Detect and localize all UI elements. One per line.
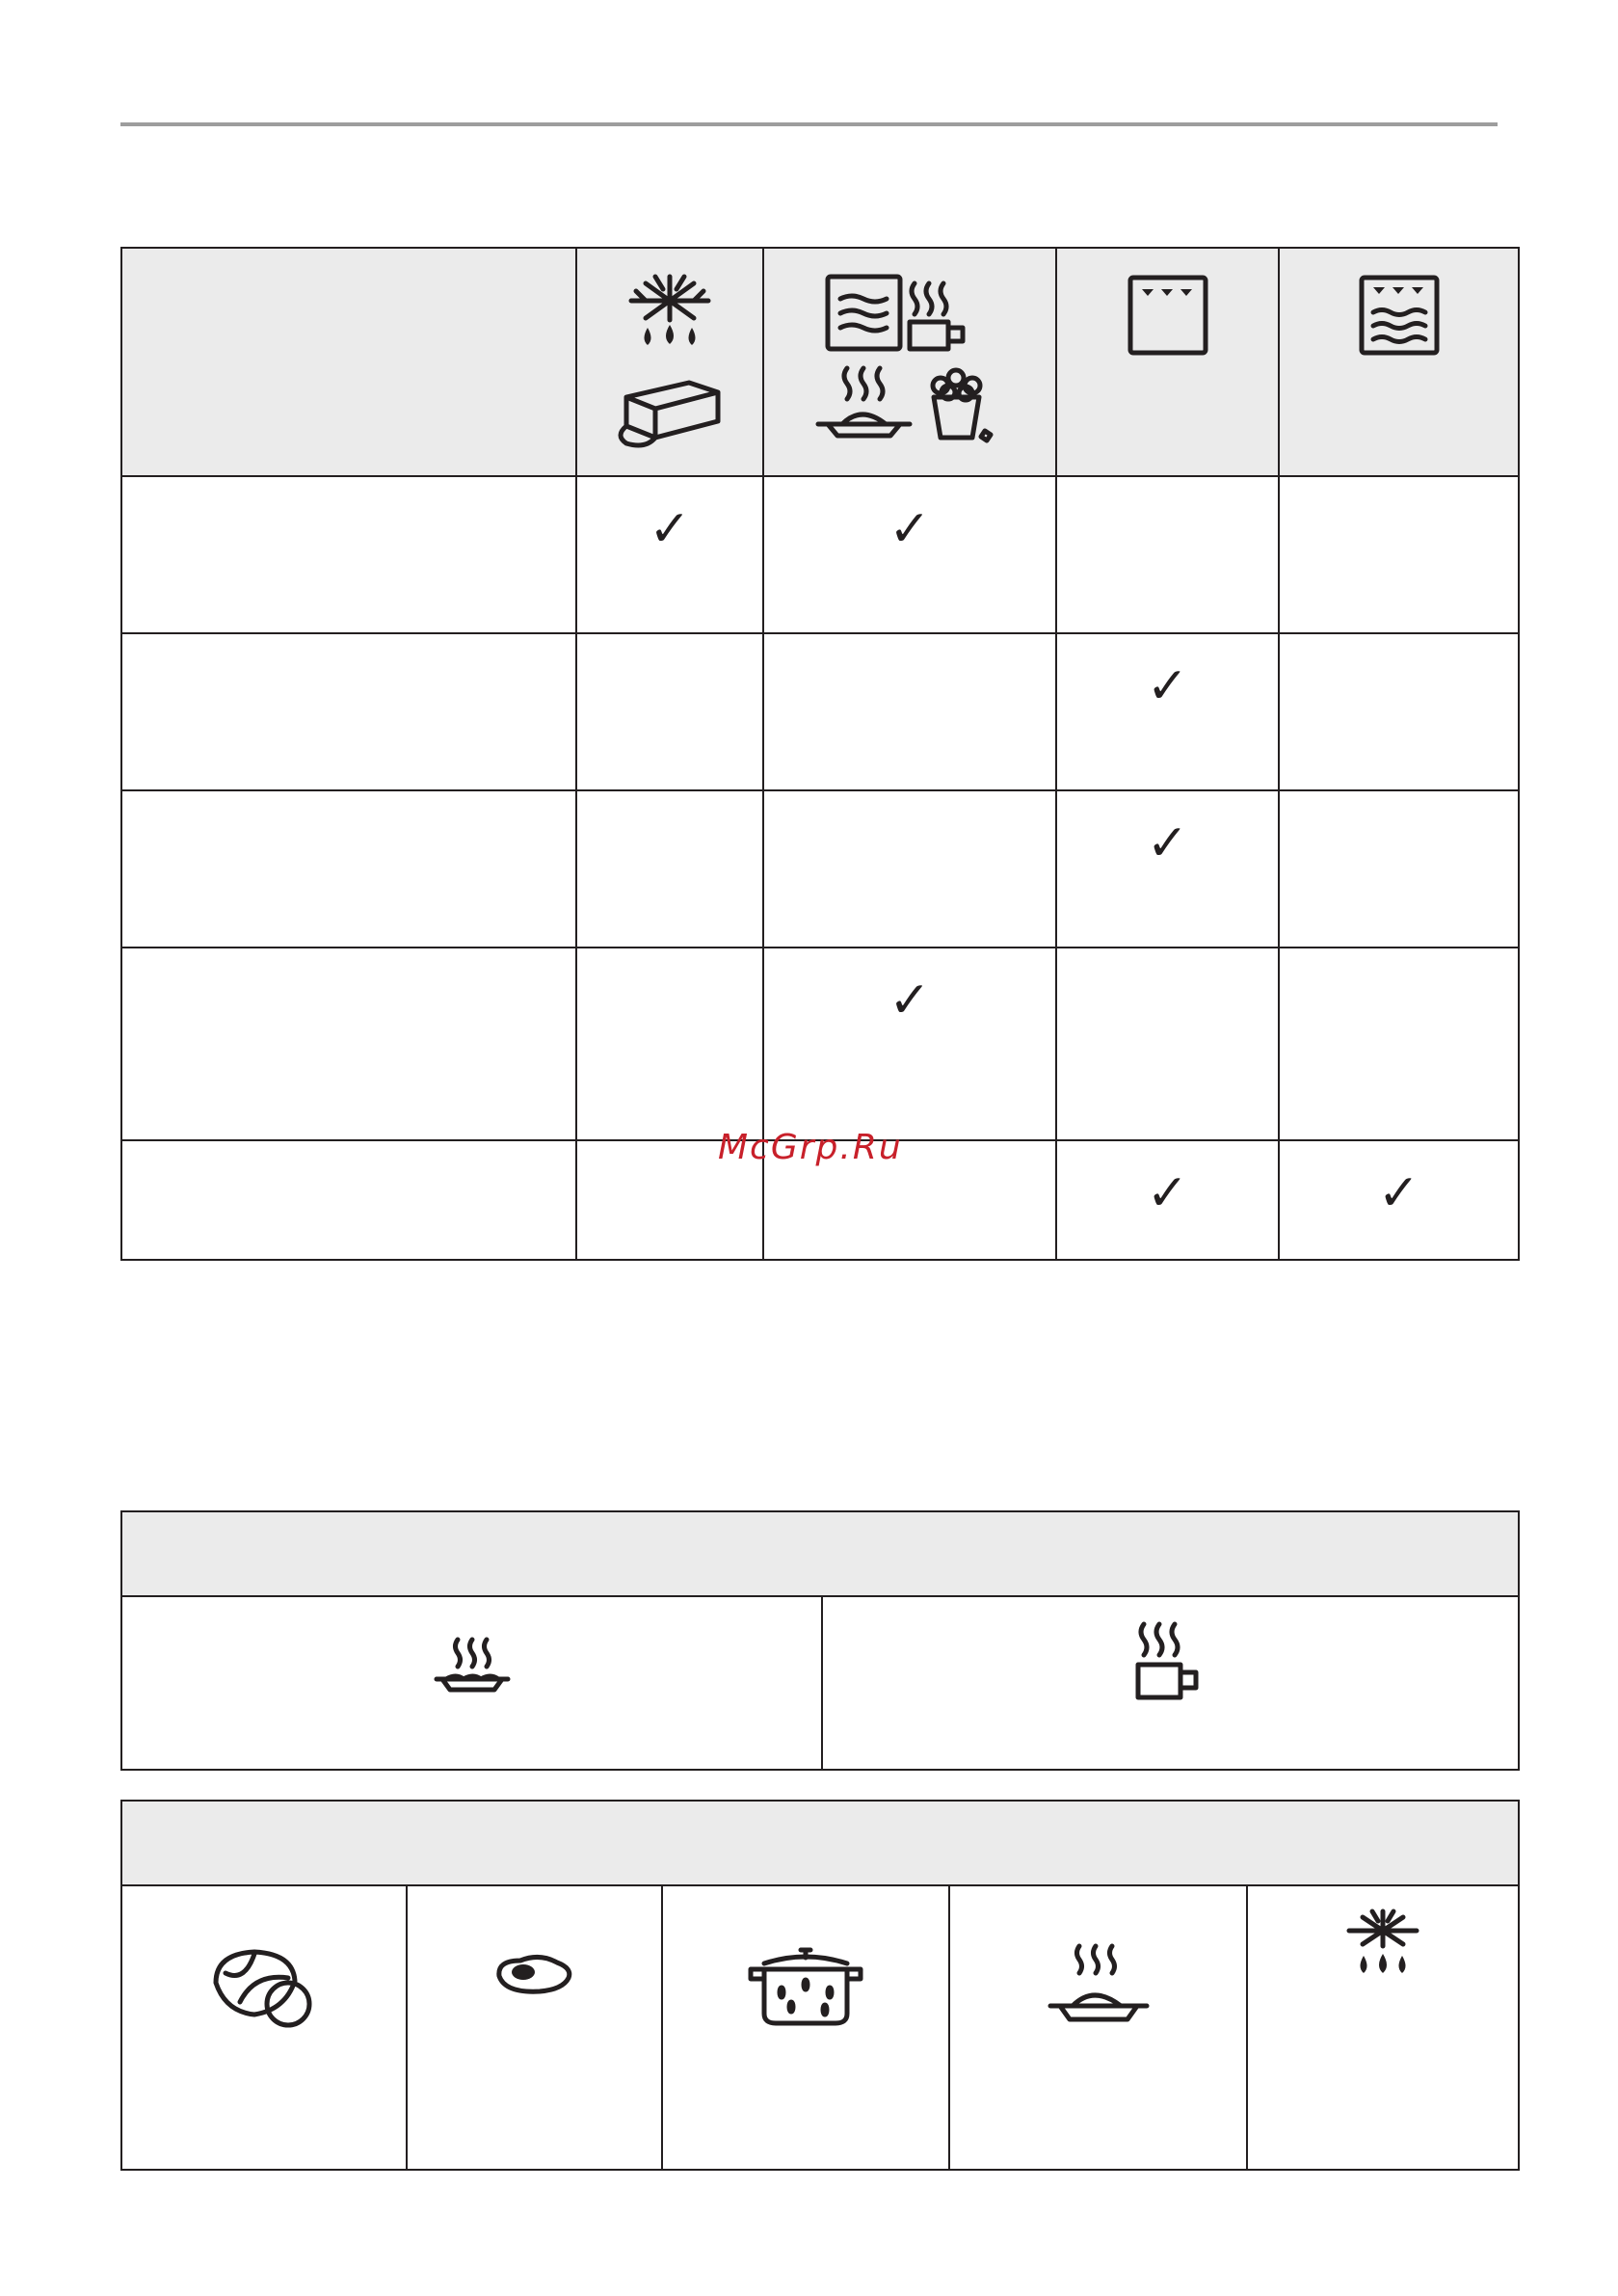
popcorn-icon xyxy=(933,370,991,441)
row-label-cell xyxy=(121,633,576,790)
top-rule xyxy=(120,122,1498,126)
check-cell xyxy=(763,633,1056,790)
check-mark: ✓ xyxy=(889,972,931,1029)
reheat-table xyxy=(120,1510,1520,1771)
check-mark: ✓ xyxy=(1146,1164,1189,1222)
row-label-cell xyxy=(121,948,576,1140)
fried-egg-icon xyxy=(498,1957,569,1991)
check-cell xyxy=(763,790,1056,948)
cooking-header xyxy=(121,1801,1519,1885)
check-cell xyxy=(576,948,763,1140)
header-microwave xyxy=(763,248,1056,476)
hot-pie-icon xyxy=(437,1640,508,1690)
combi-grill-microwave-icon xyxy=(1362,278,1437,353)
vegetables-icon xyxy=(216,1952,309,2025)
check-cell xyxy=(1279,790,1519,948)
microwave-icon xyxy=(828,277,900,349)
cooking-cell xyxy=(662,1885,949,2170)
row-label-cell xyxy=(121,790,576,948)
check-cell xyxy=(576,633,763,790)
check-mark: ✓ xyxy=(1146,657,1189,715)
check-mark: ✓ xyxy=(1377,1164,1420,1222)
check-cell xyxy=(1279,633,1519,790)
check-cell xyxy=(1056,476,1279,633)
check-cell xyxy=(1279,948,1519,1140)
row-label-cell xyxy=(121,476,576,633)
cooking-cell xyxy=(949,1885,1247,2170)
watermark: McGrp.Ru xyxy=(718,1128,903,1167)
butter-melt-icon xyxy=(621,383,718,445)
check-cell xyxy=(1056,948,1279,1140)
grill-icon xyxy=(1130,278,1206,353)
hot-dish-icon xyxy=(1050,1946,1147,2019)
hot-cup-icon xyxy=(1138,1624,1196,1697)
header-label-cell xyxy=(121,248,576,476)
hot-cup-icon xyxy=(910,283,963,349)
check-mark: ✓ xyxy=(889,500,931,558)
cooking-table xyxy=(120,1800,1520,2171)
cooking-cell xyxy=(1247,1885,1519,2170)
check-cell xyxy=(763,948,1056,1140)
check-cell xyxy=(1056,1140,1279,1260)
defrost-icon xyxy=(631,277,708,345)
check-cell xyxy=(1279,1140,1519,1260)
header-grill xyxy=(1056,248,1279,476)
check-mark: ✓ xyxy=(649,500,691,558)
reheat-cell xyxy=(121,1596,822,1770)
check-cell xyxy=(1056,633,1279,790)
reheat-header xyxy=(121,1511,1519,1596)
function-matrix-table xyxy=(120,247,1520,1261)
check-cell xyxy=(576,476,763,633)
row-label-cell xyxy=(121,1140,576,1260)
cooking-cell xyxy=(407,1885,662,2170)
header-combi-grill-microwave xyxy=(1279,248,1519,476)
cooking-cell xyxy=(121,1885,407,2170)
check-cell xyxy=(576,790,763,948)
header-defrost xyxy=(576,248,763,476)
check-mark: ✓ xyxy=(1146,814,1189,872)
check-cell xyxy=(1279,476,1519,633)
hot-dish-icon xyxy=(818,368,910,436)
cooking-pot-icon xyxy=(751,1950,861,2023)
defrost-icon xyxy=(1349,1911,1417,1973)
reheat-cell xyxy=(822,1596,1519,1770)
check-cell xyxy=(1056,790,1279,948)
check-cell xyxy=(763,476,1056,633)
